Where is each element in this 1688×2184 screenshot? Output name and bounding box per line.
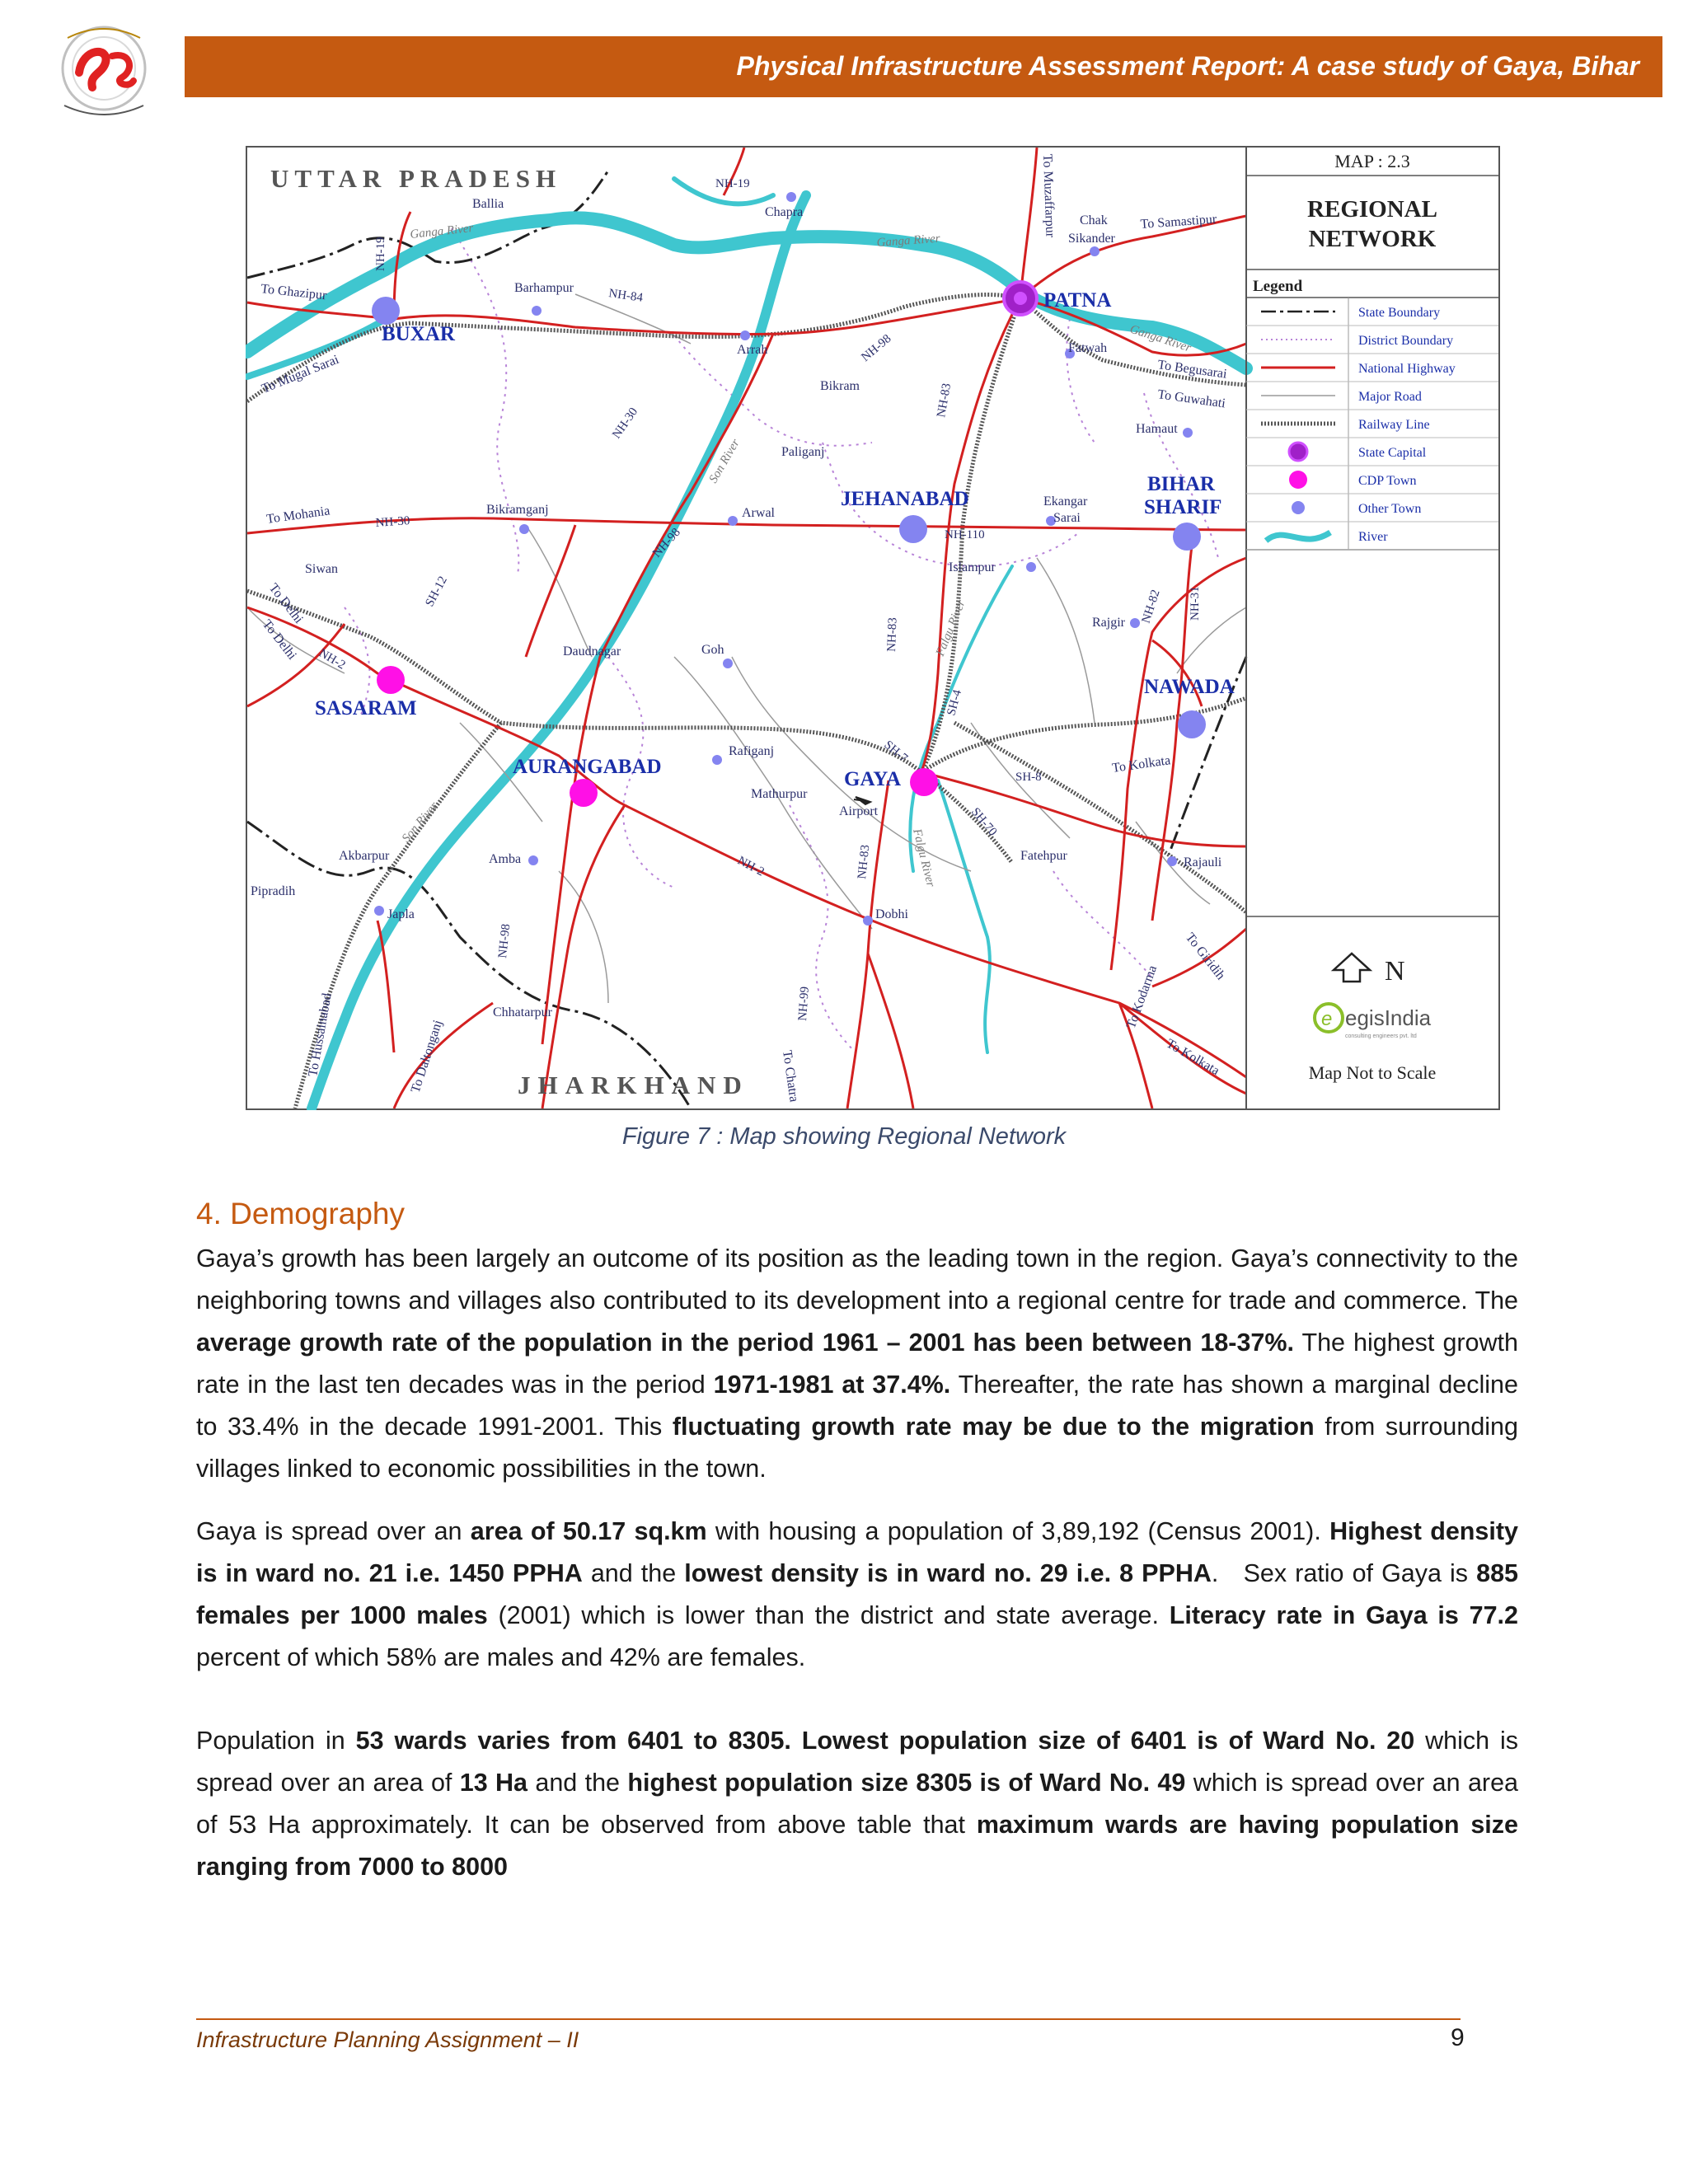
footer-title: Infrastructure Planning Assignment – II	[196, 2027, 579, 2052]
river-label-falgu-1: Falgu River	[933, 598, 968, 658]
town-label-fatehpur: Fatehpur	[1020, 849, 1067, 863]
section-title: Demography	[230, 1197, 405, 1230]
legend-symbol-cdp-town	[1289, 471, 1307, 489]
town-label-airport: Airport	[839, 804, 879, 818]
town-label-bikram: Bikram	[820, 379, 860, 393]
para-text: The highest growth rate in the last ten decades was in the period	[196, 1329, 1518, 1399]
legend-symbol-other-town	[1292, 501, 1305, 514]
road-label-nh99: NH-99	[796, 986, 812, 1022]
para-text: which is spread over an area of 53 Ha approximately. It can be observed from above table that	[196, 1769, 1518, 1839]
road-label-nh83a: NH-83	[935, 382, 954, 419]
town-label-paliganj: Paliganj	[781, 445, 825, 459]
road-label-nh30b: NH-30	[375, 514, 410, 530]
dir-kolkata-1: To Kolkata	[1111, 753, 1172, 776]
section-number: 4.	[196, 1197, 222, 1230]
para-emphasis: lowest density is in ward no. 29 i.e. 8 PPHA	[684, 1559, 1212, 1587]
road-label-nh98c: NH-98	[496, 923, 513, 959]
town-label-rajgir: Rajgir	[1092, 616, 1125, 630]
dir-kolkata-2: To Kolkata	[1164, 1036, 1222, 1079]
dir-muzaffarpur: To Muzaffarpur	[1040, 153, 1057, 238]
para-text: with housing a population of 3,89,192 (Census 2001).	[706, 1517, 1330, 1545]
legend-symbol-state-capital	[1289, 443, 1307, 461]
para-text: from surrounding villages linked to economic possibilities in the town.	[196, 1413, 1518, 1483]
town-label-buxar: BUXAR	[382, 323, 455, 345]
town-label-rafiganj: Rafiganj	[729, 744, 775, 758]
para-text: and the	[582, 1559, 685, 1587]
town-label-pipradih: Pipradih	[251, 884, 296, 898]
para-emphasis: 885 females per 1000 males	[196, 1559, 1518, 1629]
dir-giridih: To Giridih	[1182, 930, 1228, 983]
town-label-chak-1: Chak	[1080, 213, 1108, 227]
road-label-sh4: SH-4	[945, 688, 965, 718]
town-label-ekangar-2: Sarai	[1053, 511, 1081, 525]
road-label-nh83b: NH-83	[885, 616, 900, 653]
town-label-bihar-sharif-1: BIHAR	[1147, 473, 1215, 495]
town-label-sasaram: SASARAM	[315, 697, 417, 719]
dir-mugal-sarai: To Mugal Sarai	[260, 352, 341, 396]
brand-e: e	[1321, 1008, 1333, 1030]
town-label-mathurpur: Mathurpur	[751, 787, 808, 801]
town-label-fatwah: Fatwah	[1068, 341, 1108, 355]
para-text: Gaya is spread over an	[196, 1517, 471, 1545]
road-label-sh12: SH-12	[423, 574, 450, 609]
para-emphasis: fluctuating growth rate may be due to the migration	[672, 1413, 1315, 1441]
town-label-chak-2: Sikander	[1068, 232, 1115, 246]
para-text: and the	[528, 1769, 628, 1797]
dir-hussainabad: To Hussainabad	[306, 991, 335, 1078]
road-label-nh2b: NH-2	[735, 854, 767, 879]
brand-name: egisIndia	[1345, 1005, 1432, 1030]
road-label-sh70: SH-70	[968, 805, 1000, 839]
para-emphasis: 53 wards varies from 6401 to 8305. Lowest population size of 6401 is of Ward No. 20	[355, 1727, 1415, 1755]
dir-daltonganj: To Daltonganj	[408, 1018, 446, 1095]
road-label-sh8: SH-8	[1015, 771, 1042, 784]
map-number: MAP : 2.3	[1334, 151, 1410, 171]
dir-begusarai: To Begusarai	[1156, 358, 1228, 382]
scale-note: Map Not to Scale	[1308, 1062, 1437, 1083]
town-label-dobhi: Dobhi	[875, 907, 908, 921]
town-label-rajauli: Rajauli	[1184, 855, 1222, 869]
town-label-ballia: Ballia	[472, 197, 504, 211]
town-label-ekangar-1: Ekangar	[1043, 494, 1088, 509]
town-label-arrah: Arrah	[737, 343, 768, 357]
institute-logo	[31, 23, 188, 122]
town-label-amba: Amba	[489, 852, 522, 866]
road-label-nh2a: NH-2	[316, 646, 348, 673]
page-number: 9	[1451, 2024, 1465, 2051]
legend-label-state-capital: State Capital	[1358, 446, 1427, 460]
town-label-akbarpur: Akbarpur	[339, 849, 390, 863]
para-text: Thereafter, the rate has shown a marginal decline to 33.4% in the decade 1991-2001. This	[196, 1371, 1518, 1441]
town-label-barhampur: Barhampur	[514, 281, 574, 295]
road-label-nh110: NH-110	[945, 528, 985, 541]
dir-guwahati: To Guwahati	[1156, 387, 1226, 411]
brand-subtitle: consulting engineers pvt. ltd	[1345, 1033, 1417, 1039]
river-label-ganga-1: Ganga River	[409, 222, 475, 241]
paragraph-wards	[196, 1720, 1518, 1888]
para-emphasis: highest population size 8305 is of Ward No. 49	[627, 1769, 1186, 1797]
para-text: . Sex ratio of Gaya is	[1211, 1559, 1477, 1587]
legend-title: Legend	[1253, 278, 1303, 295]
legend-label-state-boundary: State Boundary	[1358, 306, 1441, 320]
town-label-islampur: Islampur	[949, 560, 996, 574]
section-heading	[196, 1197, 405, 1231]
legend-label-river: River	[1358, 530, 1388, 544]
report-title: Physical Infrastructure Assessment Report: A case study of Gaya, Bihar	[736, 51, 1639, 81]
town-label-aurangabad: AURANGABAD	[513, 756, 662, 778]
paragraph-density	[196, 1511, 1518, 1679]
road-label-sh7: SH-7	[881, 738, 910, 766]
legend-label-railway-line: Railway Line	[1358, 418, 1430, 432]
road-label-nh83c: NH-83	[856, 844, 873, 880]
para-text: (2001) which is lower than the district and state average.	[487, 1601, 1170, 1629]
river-label-son-1: Son River	[706, 437, 743, 485]
para-emphasis: average growth rate of the population in the period 1961 – 2001 has been between 18-37%.	[196, 1329, 1294, 1357]
paragraph-growth	[196, 1238, 1518, 1490]
figure-caption: Figure 7 : Map showing Regional Network	[621, 1123, 1067, 1150]
header-bar	[185, 36, 1662, 97]
town-label-hamaut: Hamaut	[1136, 422, 1178, 436]
map-title-line1: REGIONAL	[1307, 196, 1437, 223]
para-emphasis: 1971-1981 at 37.4%.	[713, 1371, 951, 1399]
footer-divider	[196, 2018, 1461, 2020]
dir-kodarma: To Kodarma	[1123, 963, 1160, 1031]
legend-label-cdp-town: CDP Town	[1358, 474, 1417, 488]
town-label-patna: PATNA	[1043, 289, 1112, 312]
town-label-gaya: GAYA	[844, 768, 902, 790]
para-text: percent of which 58% are males and 42% are females.	[196, 1643, 806, 1671]
town-label-arwal: Arwal	[742, 506, 775, 520]
town-label-bikramganj: Bikramganj	[486, 503, 549, 517]
road-label-nh30a: NH-30	[610, 405, 641, 442]
town-label-jehanabad: JEHANABAD	[841, 488, 969, 510]
dir-ghazipur: To Ghazipur	[260, 282, 328, 303]
state-label-up: UTTAR PRADESH	[270, 164, 562, 193]
regional-network-map	[246, 146, 1500, 1110]
legend-label-national-highway: National Highway	[1358, 362, 1456, 376]
town-label-chapra: Chapra	[765, 205, 804, 219]
road-label-nh31: NH-31	[1189, 586, 1202, 621]
town-label-nawada: NAWADA	[1144, 676, 1235, 698]
para-emphasis: maximum wards are having population size ranging from 7000 to 8000	[196, 1811, 1518, 1881]
para-text: Population in	[196, 1727, 356, 1755]
para-emphasis: area of 50.17 sq.km	[470, 1517, 707, 1545]
road-label-nh98a: NH-98	[859, 332, 894, 365]
para-emphasis: Highest density is in ward no. 21 i.e. 1450 PPHA	[196, 1517, 1518, 1587]
town-label-bihar-sharif-2: SHARIF	[1144, 496, 1222, 518]
town-label-japla: Japla	[387, 907, 415, 921]
state-label-jh: JHARKHAND	[518, 1071, 749, 1099]
para-text: Gaya’s growth has been largely an outcome of its position as the leading town in the region. Gaya’s connectivity to the neighboring towns and villages also contributed to its development into a regional centre for trade and commerce. The	[196, 1244, 1518, 1315]
dir-chatra: To Chatra	[780, 1049, 801, 1104]
para-text: which is spread over an area of	[196, 1727, 1518, 1797]
road-label-nh84: NH-84	[607, 287, 644, 305]
river-label-son-2: Son River	[399, 799, 441, 846]
town-label-daudnagar: Daudnagar	[563, 644, 621, 658]
north-label: N	[1385, 956, 1405, 987]
road-label-nh82: NH-82	[1139, 588, 1163, 626]
river-label-ganga-3: Ganga River	[1128, 322, 1193, 355]
legend-label-major-road: Major Road	[1358, 390, 1422, 404]
town-label-siwan: Siwan	[305, 562, 338, 576]
dir-samastipur: To Samastipur	[1140, 212, 1217, 232]
river-label-ganga-2: Ganga River	[876, 232, 941, 250]
legend-label-district-boundary: District Boundary	[1358, 334, 1454, 348]
road-label-nh98b: NH-98	[650, 526, 683, 560]
dir-delhi-1: To Delhi	[265, 580, 306, 626]
legend-label-other-town: Other Town	[1358, 502, 1422, 516]
town-label-chhatarpur: Chhatarpur	[493, 1005, 552, 1019]
dir-mohania: To Mohania	[265, 504, 331, 527]
road-label-nh19a: NH-19	[715, 177, 750, 190]
town-label-goh: Goh	[701, 643, 724, 657]
map-title-line2: NETWORK	[1308, 226, 1437, 252]
dir-delhi-2: To Delhi	[259, 616, 299, 663]
river-label-falgu-2: Falgu River	[910, 827, 938, 888]
road-label-nh19b: NH-19	[374, 237, 387, 271]
para-emphasis: Literacy rate in Gaya is 77.2	[1169, 1601, 1518, 1629]
para-emphasis: 13 Ha	[459, 1769, 528, 1797]
